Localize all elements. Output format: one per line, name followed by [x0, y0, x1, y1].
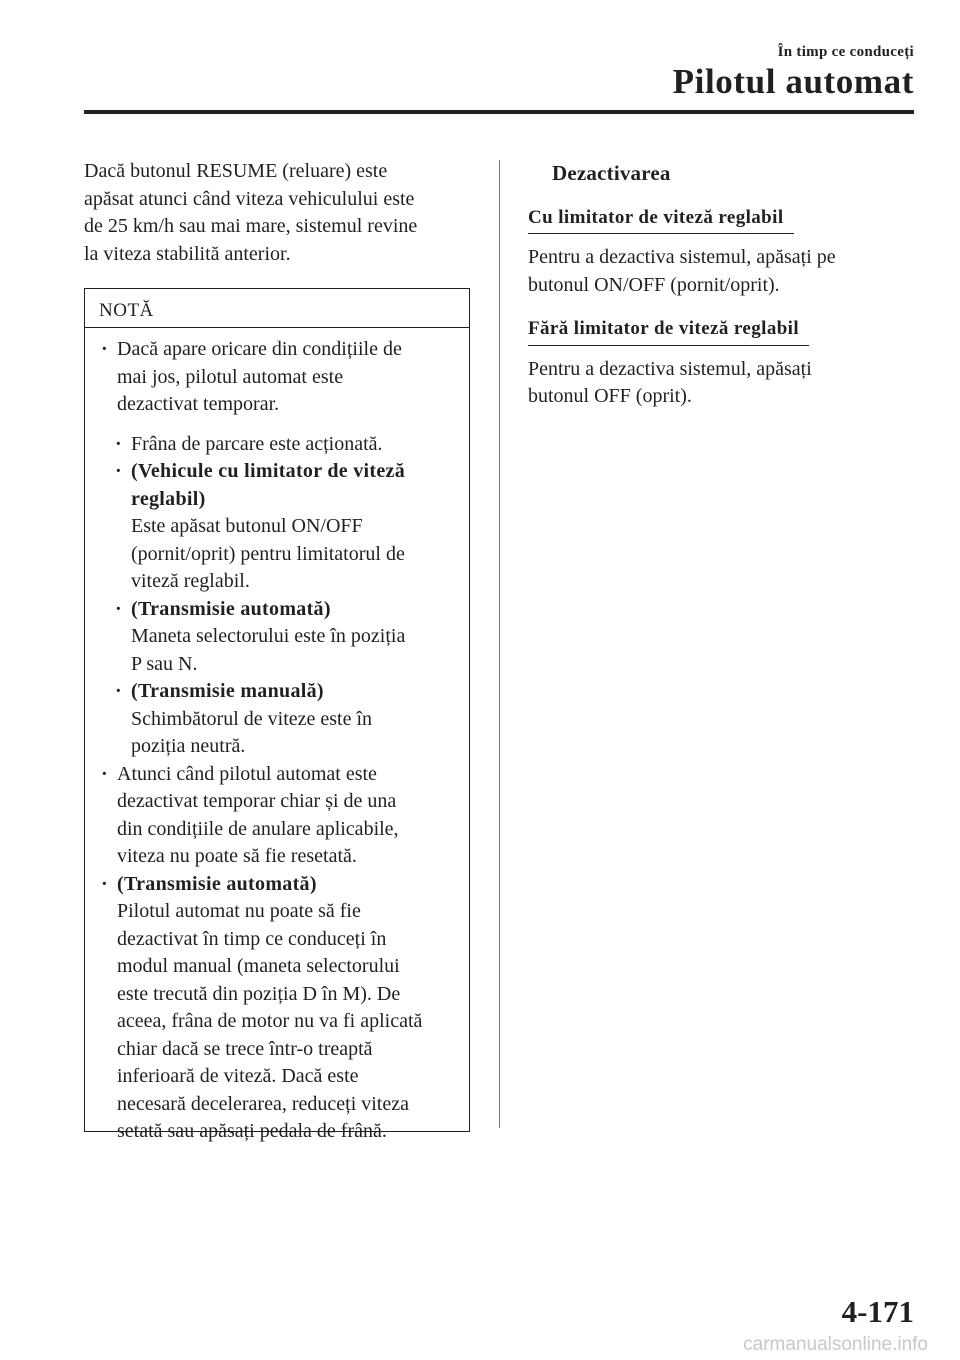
subheading-with-limiter: Cu limitator de viteză reglabil — [528, 204, 794, 235]
note-sub-bullet — [113, 678, 461, 761]
note-bullet — [99, 336, 461, 419]
body-line: Pentru a dezactiva sistemul, apăsați pe — [528, 246, 836, 268]
note-line: Maneta selectorului este în poziția — [131, 625, 406, 647]
section-title-deactivation: Dezactivarea — [552, 161, 671, 185]
right-column — [528, 158, 914, 411]
note-title: NOTĂ — [85, 289, 469, 328]
note-line: necesară decelerarea, reduceți viteza — [117, 1092, 409, 1115]
note-body — [85, 328, 469, 1146]
note-line: din condițiile de anulare aplicabile, — [117, 817, 399, 840]
note-line: dezactivat temporar chiar și de una — [117, 790, 397, 812]
section-label: În timp ce conduceți — [777, 44, 914, 60]
note-box — [84, 288, 470, 1142]
note-line: este trecută din poziția D în M). De — [117, 982, 401, 1005]
note-line: Schimbătorul de viteze este în — [131, 707, 373, 730]
note-bullet — [99, 761, 461, 871]
page-title: Pilotul automat — [672, 62, 914, 101]
note-line: P sau N. — [131, 652, 198, 675]
note-line: inferioară de viteză. Dacă este — [117, 1065, 359, 1087]
note-line: · Dacă apare oricare din condițiile de — [117, 338, 402, 360]
note-line: modul manual (maneta selectorului — [117, 955, 400, 977]
note-sub-heading: · (Vehicule cu limitator de viteză — [131, 460, 405, 482]
note-line: viteză reglabil. — [131, 570, 250, 592]
intro-line: de 25 km/h sau mai mare, sistemul revine — [84, 215, 418, 237]
note-line: dezactivat temporar. — [117, 393, 280, 415]
body-line: butonul OFF (oprit). — [528, 385, 692, 407]
note-bullet — [99, 871, 461, 1146]
note-sub-heading: · (Transmisie automată) — [131, 597, 331, 620]
left-column — [84, 158, 470, 1142]
watermark-site: carmanualsonline.info — [743, 1334, 928, 1355]
note-line: Pilotul automat nu poate să fie — [117, 900, 361, 922]
note-line: · Atunci când pilotul automat este — [117, 762, 377, 785]
note-line: · Frâna de parcare este acționată. — [131, 432, 383, 455]
note-line: Este apăsat butonul ON/OFF — [131, 515, 363, 537]
column-divider — [499, 160, 500, 1128]
note-sub-heading: · (Transmisie manuală) — [131, 680, 324, 702]
note-line: viteza nu poate să fie resetată. — [117, 845, 357, 867]
intro-line: la viteza stabilită anterior. — [84, 242, 291, 265]
note-line: setată sau apăsați pedala de frână. — [117, 1120, 387, 1142]
note-sub-heading: reglabil) — [131, 487, 206, 510]
note-line: dezactivat în timp ce conduceți în — [117, 927, 387, 950]
note-line: mai jos, pilotul automat este — [117, 365, 344, 388]
note-sub-bullet — [113, 458, 461, 596]
page-number: 4-171 — [841, 1294, 914, 1329]
intro-line: apăsat atunci când viteza vehiculului este — [84, 187, 415, 210]
note-sub-heading: · (Transmisie automată) — [117, 872, 317, 895]
body-line: butonul ON/OFF (pornit/oprit). — [528, 273, 780, 296]
note-sub-bullet — [113, 431, 461, 459]
note-sub-bullet — [113, 596, 461, 679]
note-line: (pornit/oprit) pentru limitatorul de — [131, 542, 405, 565]
note-line: aceea, frâna de motor nu va fi aplicată — [117, 1010, 423, 1032]
note-line: chiar dacă se trece într-o treaptă — [117, 1037, 373, 1060]
note-line: poziția neutră. — [131, 735, 246, 757]
subheading-without-limiter: Fără limitator de viteză reglabil — [528, 315, 809, 346]
body-line: Pentru a dezactiva sistemul, apăsați — [528, 357, 812, 380]
intro-line: Dacă butonul RESUME (reluare) este — [84, 160, 388, 182]
intro-paragraph — [84, 158, 470, 268]
header-rule — [84, 110, 914, 114]
